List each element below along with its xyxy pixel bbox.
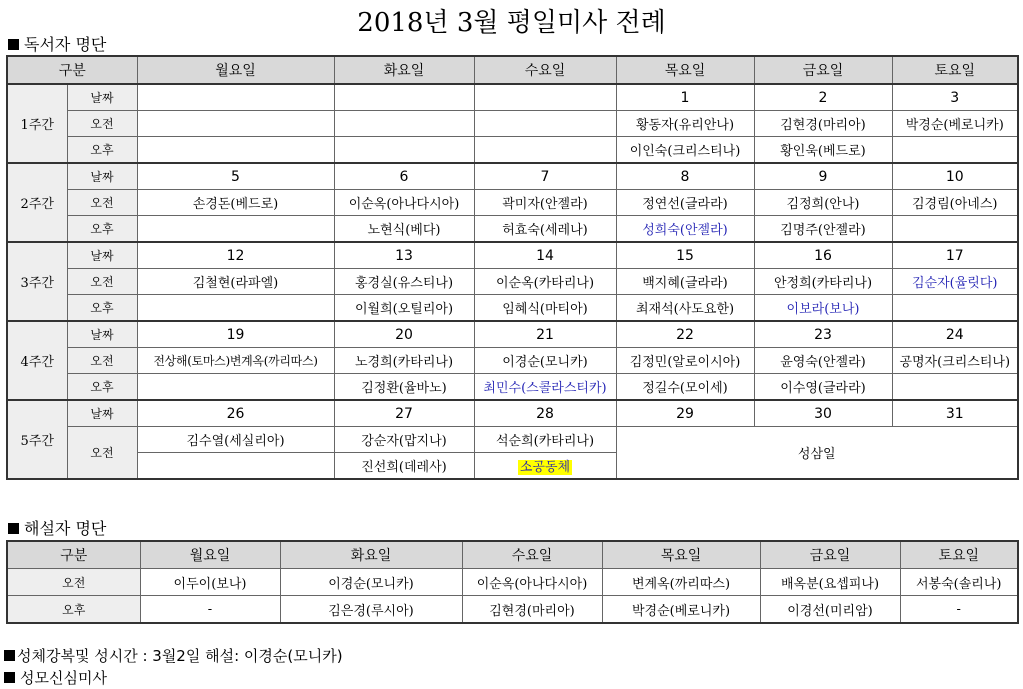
reader-cell: 전상해(토마스)변계옥(까리따스) bbox=[137, 348, 334, 374]
reader-cell: 김정환(율바노) bbox=[334, 374, 474, 401]
reader-cell: 이인숙(크리스티나) bbox=[616, 137, 754, 164]
reader-cell: 윤영숙(안젤라) bbox=[754, 348, 892, 374]
week3-date-row bbox=[7, 242, 1018, 269]
date-cell: 24 bbox=[892, 321, 1018, 348]
week2-date-row bbox=[7, 163, 1018, 190]
row-label-date: 날짜 bbox=[67, 400, 137, 427]
date-cell: 19 bbox=[137, 321, 334, 348]
reader-cell: 안정희(카타리나) bbox=[754, 269, 892, 295]
commentator-cell: 서봉숙(솔리나) bbox=[900, 569, 1018, 596]
marian-mass-note: 성모신심미사 bbox=[4, 667, 107, 688]
reader-cell bbox=[137, 374, 334, 401]
reader-cell: 김명주(안젤라) bbox=[754, 216, 892, 243]
row-label-am: 오전 bbox=[67, 269, 137, 295]
reader-cell bbox=[892, 216, 1018, 243]
commentator-cell: 김현경(마리아) bbox=[462, 596, 602, 624]
reader-cell: 김수열(세실리아) bbox=[137, 427, 334, 453]
commentator-cell: 이순옥(아나다시아) bbox=[462, 569, 602, 596]
row-label-pm: 오후 bbox=[67, 137, 137, 164]
reader-cell: 석순희(카타리나) bbox=[474, 427, 616, 453]
reader-cell: 공명자(크리스티나) bbox=[892, 348, 1018, 374]
reader-cell bbox=[892, 137, 1018, 164]
reader-cell: 황인욱(베드로) bbox=[754, 137, 892, 164]
commentators-header-row bbox=[7, 541, 1018, 569]
reader-cell: 박경순(베로니카) bbox=[892, 111, 1018, 137]
week-label: 2주간 bbox=[7, 163, 67, 242]
header-day: 수요일 bbox=[462, 541, 602, 569]
date-cell: 15 bbox=[616, 242, 754, 269]
reader-cell: 김철현(라파엘) bbox=[137, 269, 334, 295]
reader-cell: 이보라(보나) bbox=[754, 295, 892, 322]
week5-date-row bbox=[7, 400, 1018, 427]
reader-cell: 김정민(알로이시아) bbox=[616, 348, 754, 374]
reader-cell: 강순자(맙지나) bbox=[334, 427, 474, 453]
date-cell: 27 bbox=[334, 400, 474, 427]
row-label-pm: 오후 bbox=[67, 216, 137, 243]
week4-pm-row bbox=[7, 374, 1018, 401]
week-label: 3주간 bbox=[7, 242, 67, 321]
reader-cell: 정길수(모이세) bbox=[616, 374, 754, 401]
reader-cell: 황동자(유리안나) bbox=[616, 111, 754, 137]
row-label-am: 오전 bbox=[67, 111, 137, 137]
week1-pm-row bbox=[7, 137, 1018, 164]
date-cell: 26 bbox=[137, 400, 334, 427]
week-label: 1주간 bbox=[7, 84, 67, 163]
holy-triduum-cell: 성삼일 bbox=[616, 427, 1018, 480]
row-label-pm: 오후 bbox=[7, 596, 140, 624]
reader-cell: 이월희(오틸리아) bbox=[334, 295, 474, 322]
commentator-cell: 이경순(모니카) bbox=[280, 569, 462, 596]
date-cell: 14 bbox=[474, 242, 616, 269]
reader-cell bbox=[334, 137, 474, 164]
week-label: 4주간 bbox=[7, 321, 67, 400]
reader-cell bbox=[474, 137, 616, 164]
reader-cell bbox=[137, 216, 334, 243]
commentator-cell: - bbox=[140, 596, 280, 624]
week-label: 5주간 bbox=[7, 400, 67, 479]
date-cell: 23 bbox=[754, 321, 892, 348]
date-cell: 13 bbox=[334, 242, 474, 269]
header-day: 수요일 bbox=[474, 56, 616, 84]
reader-cell: 정연선(글라라) bbox=[616, 190, 754, 216]
readers-heading: 독서자 명단 bbox=[8, 32, 106, 55]
header-day: 금요일 bbox=[760, 541, 900, 569]
date-cell bbox=[474, 84, 616, 111]
header-day: 화요일 bbox=[280, 541, 462, 569]
date-cell: 17 bbox=[892, 242, 1018, 269]
week2-am-row bbox=[7, 190, 1018, 216]
commentators-heading: 해설자 명단 bbox=[8, 516, 106, 539]
date-cell bbox=[334, 84, 474, 111]
header-day: 월요일 bbox=[137, 56, 334, 84]
date-cell: 10 bbox=[892, 163, 1018, 190]
date-cell bbox=[137, 84, 334, 111]
row-label-date: 날짜 bbox=[67, 84, 137, 111]
week4-am-row bbox=[7, 348, 1018, 374]
date-cell: 1 bbox=[616, 84, 754, 111]
reader-cell: 이수영(글라라) bbox=[754, 374, 892, 401]
date-cell: 12 bbox=[137, 242, 334, 269]
reader-cell: 최민수(스콜라스티카) bbox=[474, 374, 616, 401]
row-label-am: 오전 bbox=[67, 190, 137, 216]
header-day: 토요일 bbox=[900, 541, 1018, 569]
commentator-cell: 변계옥(까리따스) bbox=[602, 569, 760, 596]
reader-cell: 이경순(모니카) bbox=[474, 348, 616, 374]
reader-cell bbox=[892, 295, 1018, 322]
row-label-date: 날짜 bbox=[67, 242, 137, 269]
reader-cell: 홍경실(유스티나) bbox=[334, 269, 474, 295]
header-day: 금요일 bbox=[754, 56, 892, 84]
date-cell: 3 bbox=[892, 84, 1018, 111]
week5-am-row bbox=[7, 427, 1018, 453]
reader-cell: 노경희(카타리나) bbox=[334, 348, 474, 374]
bullet-square-icon bbox=[8, 39, 19, 50]
commentators-table bbox=[6, 540, 1019, 624]
date-cell: 7 bbox=[474, 163, 616, 190]
bullet-square-icon bbox=[8, 523, 19, 534]
row-label-pm: 오후 bbox=[67, 295, 137, 322]
reader-cell: 임혜식(마티아) bbox=[474, 295, 616, 322]
header-gubun: 구분 bbox=[7, 541, 140, 569]
commentator-cell: - bbox=[900, 596, 1018, 624]
date-cell: 22 bbox=[616, 321, 754, 348]
header-day: 목요일 bbox=[602, 541, 760, 569]
reader-cell: 진선희(데레사) bbox=[334, 453, 474, 480]
row-label-am: 오전 bbox=[67, 427, 137, 480]
highlighted-text: 소공동체 bbox=[519, 460, 571, 475]
row-label-date: 날짜 bbox=[67, 321, 137, 348]
reader-cell: 손경돈(베드로) bbox=[137, 190, 334, 216]
date-cell: 29 bbox=[616, 400, 754, 427]
commentator-cell: 이두이(보나) bbox=[140, 569, 280, 596]
reader-cell: 최재석(사도요한) bbox=[616, 295, 754, 322]
commentator-cell: 배옥분(요셉피나) bbox=[760, 569, 900, 596]
header-day: 토요일 bbox=[892, 56, 1018, 84]
commentator-cell: 박경순(베로니카) bbox=[602, 596, 760, 624]
commentator-cell: 김은경(루시아) bbox=[280, 596, 462, 624]
reader-cell: 이순옥(아나다시아) bbox=[334, 190, 474, 216]
header-day: 화요일 bbox=[334, 56, 474, 84]
date-cell: 5 bbox=[137, 163, 334, 190]
header-gubun: 구분 bbox=[7, 56, 137, 84]
bullet-square-icon bbox=[4, 672, 15, 683]
reader-cell: 성희숙(안젤라) bbox=[616, 216, 754, 243]
date-cell: 28 bbox=[474, 400, 616, 427]
date-cell: 2 bbox=[754, 84, 892, 111]
reader-cell: 허효숙(세레나) bbox=[474, 216, 616, 243]
week3-am-row bbox=[7, 269, 1018, 295]
date-cell: 16 bbox=[754, 242, 892, 269]
commentator-cell: 이경선(미리암) bbox=[760, 596, 900, 624]
reader-cell bbox=[137, 111, 334, 137]
reader-cell bbox=[137, 453, 334, 480]
reader-cell bbox=[334, 111, 474, 137]
reader-cell: 곽미자(안젤라) bbox=[474, 190, 616, 216]
reader-cell bbox=[137, 137, 334, 164]
reader-cell: 김정희(안나) bbox=[754, 190, 892, 216]
header-day: 목요일 bbox=[616, 56, 754, 84]
date-cell: 31 bbox=[892, 400, 1018, 427]
date-cell: 20 bbox=[334, 321, 474, 348]
commentators-pm-row bbox=[7, 596, 1018, 624]
bullet-square-icon bbox=[4, 650, 15, 661]
page-title: 2018년 3월 평일미사 전례 bbox=[357, 8, 666, 38]
row-label-date: 날짜 bbox=[67, 163, 137, 190]
reader-cell: 김순자(율릿다) bbox=[892, 269, 1018, 295]
week2-pm-row bbox=[7, 216, 1018, 243]
week4-date-row bbox=[7, 321, 1018, 348]
date-cell: 21 bbox=[474, 321, 616, 348]
reader-cell bbox=[474, 453, 616, 480]
readers-table bbox=[6, 55, 1019, 480]
week1-date-row bbox=[7, 84, 1018, 111]
reader-cell bbox=[892, 374, 1018, 401]
date-cell: 6 bbox=[334, 163, 474, 190]
date-cell: 8 bbox=[616, 163, 754, 190]
week3-pm-row bbox=[7, 295, 1018, 322]
reader-cell bbox=[474, 111, 616, 137]
date-cell: 30 bbox=[754, 400, 892, 427]
benediction-note: 성체강복및 성시간 : 3월2일 해설: 이경순(모니카) bbox=[4, 645, 343, 666]
row-label-am: 오전 bbox=[7, 569, 140, 596]
reader-cell: 김경림(아네스) bbox=[892, 190, 1018, 216]
week1-am-row bbox=[7, 111, 1018, 137]
row-label-pm: 오후 bbox=[67, 374, 137, 401]
row-label-am: 오전 bbox=[67, 348, 137, 374]
reader-cell: 노현식(베다) bbox=[334, 216, 474, 243]
date-cell: 9 bbox=[754, 163, 892, 190]
reader-cell: 이순옥(카타리나) bbox=[474, 269, 616, 295]
reader-cell: 김현경(마리아) bbox=[754, 111, 892, 137]
reader-cell: 백지혜(글라라) bbox=[616, 269, 754, 295]
header-day: 월요일 bbox=[140, 541, 280, 569]
reader-cell bbox=[137, 295, 334, 322]
commentators-am-row bbox=[7, 569, 1018, 596]
readers-header-row bbox=[7, 56, 1018, 84]
